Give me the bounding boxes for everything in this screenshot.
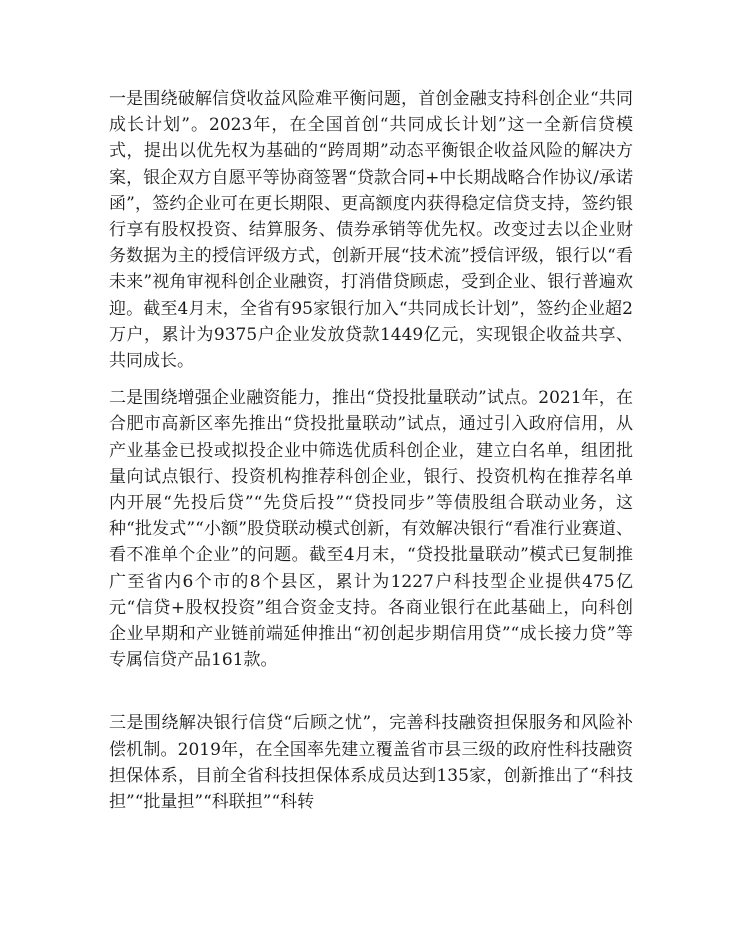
- document-body: [109, 86, 633, 815]
- paragraph-2: 二是围绕增强企业融资能力，推出“贷投批量联动”试点。2021年，在合肥市高新区率先推出“贷投批量联动”试点，通过引入政府信用，从产业基金已投或拟投企业中筛选优质科创企业，建立白名单，组团批量向试点银行、投资机构推荐科创企业，银行、投资机构在推荐名单内开展“先投后贷”“先贷后投”“贷投同步”等债股组合联动业务，这种“批发式”“小额”股贷联动模式创新，有效解决银行“看准行业赛道、看不准单个企业”的问题。截至4月末，“贷投批量联动”模式已复制推广至省内6个市的8个县区，累计为1227户科技型企业提供475亿元“信贷+股权投资”组合资金支持。各商业银行在此基础上，向科创企业早期和产业链前端延伸推出“初创起步期信用贷”“成长接力贷”等专属信贷产品161款。: [109, 388, 633, 671]
- paragraph-spacer: [109, 673, 633, 710]
- paragraph-1: 一是围绕破解信贷收益风险难平衡问题，首创金融支持科创企业“共同成长计划”。2023年，在全国首创“共同成长计划”这一全新信贷模式，提出以优先权为基础的“跨周期”动态平衡银企收益风险的解决方案，银企双方自愿平等协商签署“贷款合同+中长期战略合作协议/承诺函”，签约企业可在更长期限、更高额度内获得稳定信贷支持，签约银行享有股权投资、结算服务、债券承销等优先权。改变过去以企业财务数据为主的授信评级方式，创新开展“技术流”授信评级，银行以“看未来”视角审视科创企业融资，打消借贷顾虑，受到企业、银行普遍欢迎。截至4月末，全省有95家银行加入“共同成长计划”，签约企业超2万户，累计为9375户企业发放贷款1449亿元，实现银企收益共享、共同成长。: [109, 89, 633, 372]
- paragraph-spacer: [109, 374, 633, 385]
- paragraph-3: 三是围绕解决银行信贷“后顾之忧”，完善科技融资担保服务和风险补偿机制。2019年，在全国率先建立覆盖省市县三级的政府性科技融资担保体系，目前全省科技担保体系成员达到135家，创新推出了“科技担”“批量担”“科联担”“科转: [109, 713, 633, 813]
